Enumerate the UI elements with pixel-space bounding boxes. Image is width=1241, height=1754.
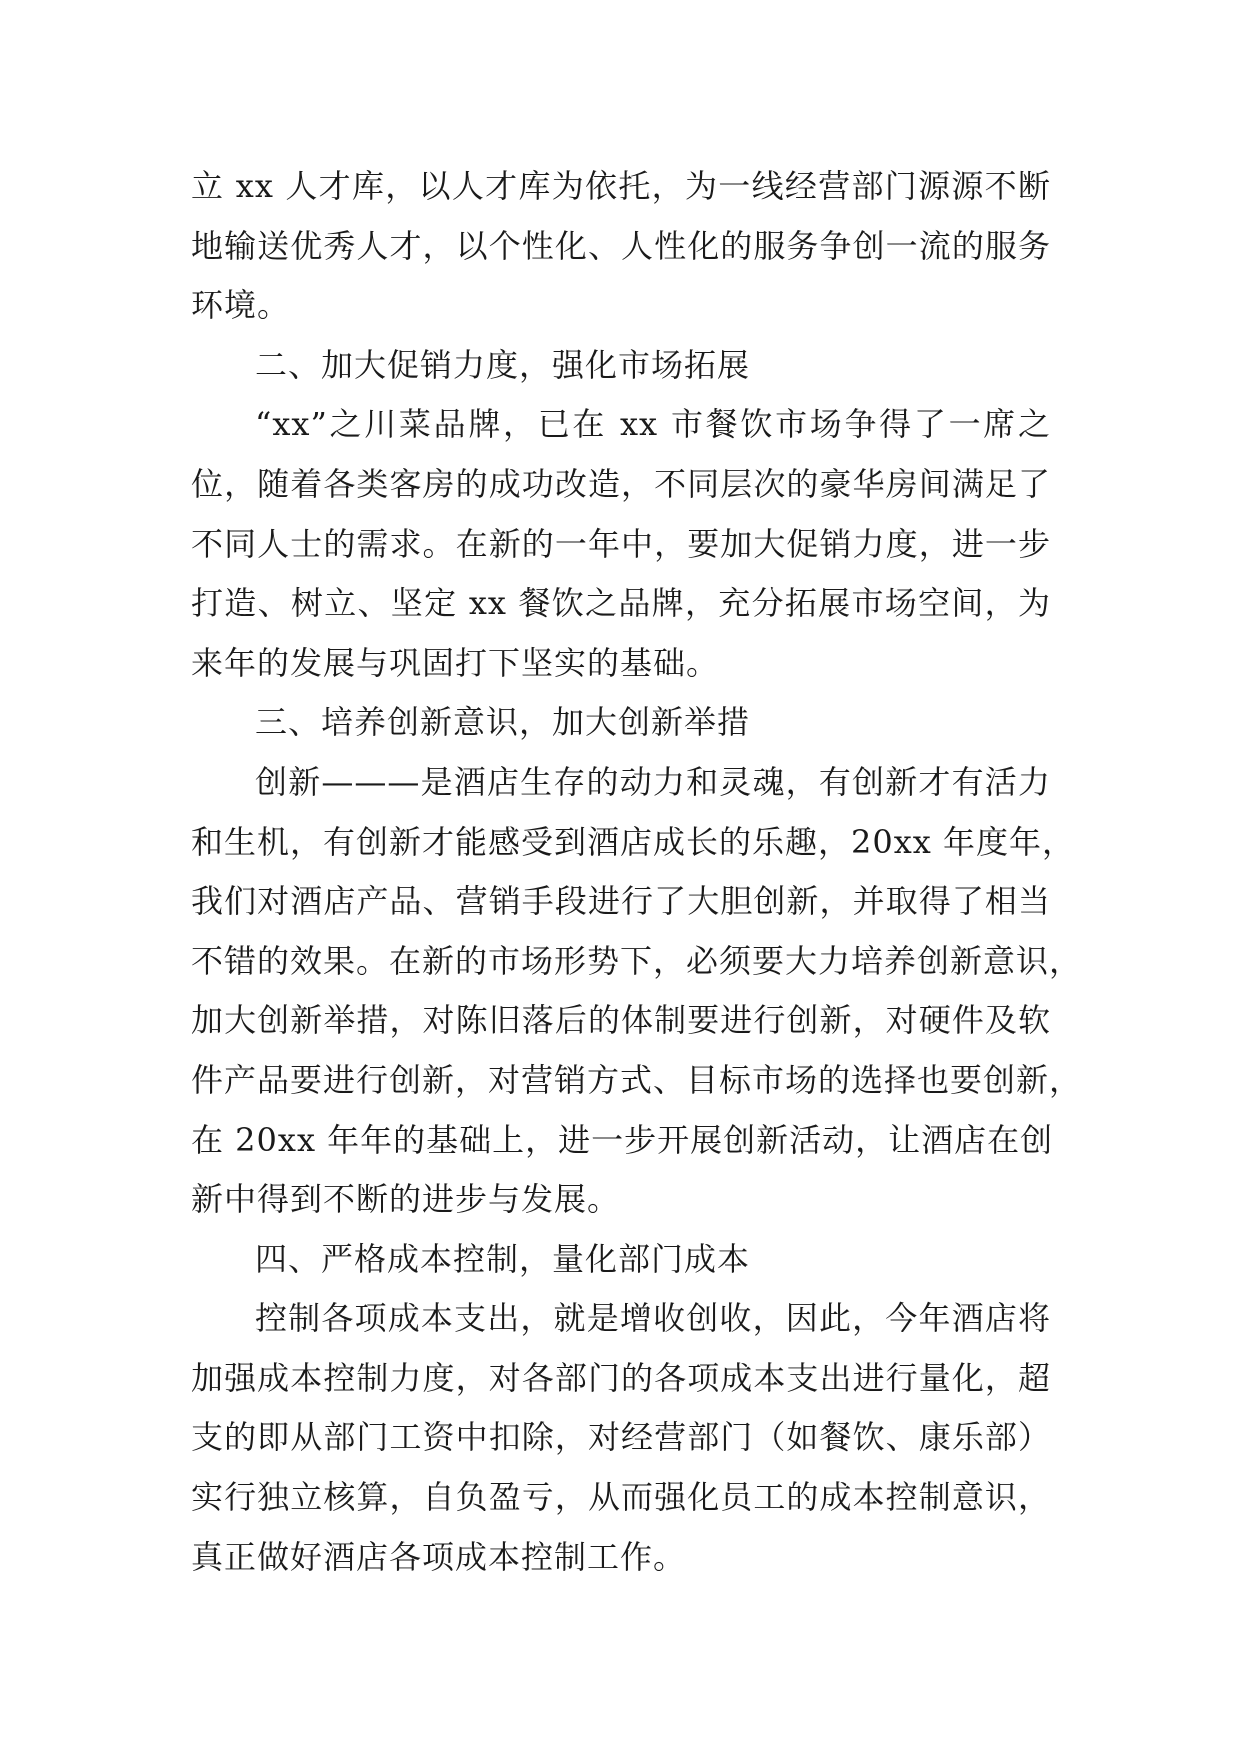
text-line: 二、加大促销力度，强化市场拓展 (255, 345, 751, 384)
text-line: 地输送优秀人才，以个性化、人性化的服务争创一流的服务 (191, 226, 1051, 265)
text-line: 和生机，有创新才能感受到酒店成长的乐趣，20xx 年度年， (191, 822, 1075, 861)
text-line: 立 xx 人才库，以人才库为依托，为一线经营部门源源不断 (191, 167, 1051, 205)
text-line: 实行独立核算，自负盈亏，从而强化员工的成本控制意识， (191, 1478, 1051, 1517)
text-line: 我们对酒店产品、营销手段进行了大胆创新，并取得了相当 (191, 882, 1051, 921)
text-line: 件产品要进行创新，对营销方式、目标市场的选择也要创新， (191, 1060, 1083, 1099)
text-line: 打造、树立、坚定 xx 餐饮之品牌，充分拓展市场空间，为 (191, 584, 1051, 623)
text-line: 四、严格成本控制，量化部门成本 (255, 1239, 751, 1278)
text-line: 在 20xx 年年的基础上，进一步开展创新活动，让酒店在创 (191, 1120, 1054, 1159)
text-line: 位，随着各类客房的成功改造，不同层次的豪华房间满足了 (191, 464, 1051, 503)
text-line: 真正做好酒店各项成本控制工作。 (191, 1537, 687, 1576)
text-line: 环境。 (191, 286, 291, 325)
document-body (191, 157, 1083, 1587)
text-line: 三、培养创新意识，加大创新举措 (255, 703, 751, 742)
text-line: 加强成本控制力度，对各部门的各项成本支出进行量化，超 (191, 1358, 1051, 1397)
text-line: 加大创新举措，对陈旧落后的体制要进行创新，对硬件及软 (191, 1001, 1051, 1040)
text-line: 支的即从部门工资中扣除，对经营部门（如餐饮、康乐部） (191, 1418, 1051, 1457)
text-line: 创新———是酒店生存的动力和灵魂，有创新才有活力 (255, 762, 1051, 801)
text-line: 不错的效果。在新的市场形势下，必须要大力培养创新意识， (191, 941, 1083, 980)
text-line: 来年的发展与巩固打下坚实的基础。 (191, 643, 720, 682)
text-line: “xx”之川菜品牌，已在 xx 市餐饮市场争得了一席之 (255, 405, 1051, 444)
text-line: 不同人士的需求。在新的一年中，要加大促销力度，进一步 (191, 524, 1051, 563)
text-line: 新中得到不断的进步与发展。 (191, 1180, 621, 1219)
text-line: 控制各项成本支出，就是增收创收，因此，今年酒店将 (255, 1299, 1051, 1338)
